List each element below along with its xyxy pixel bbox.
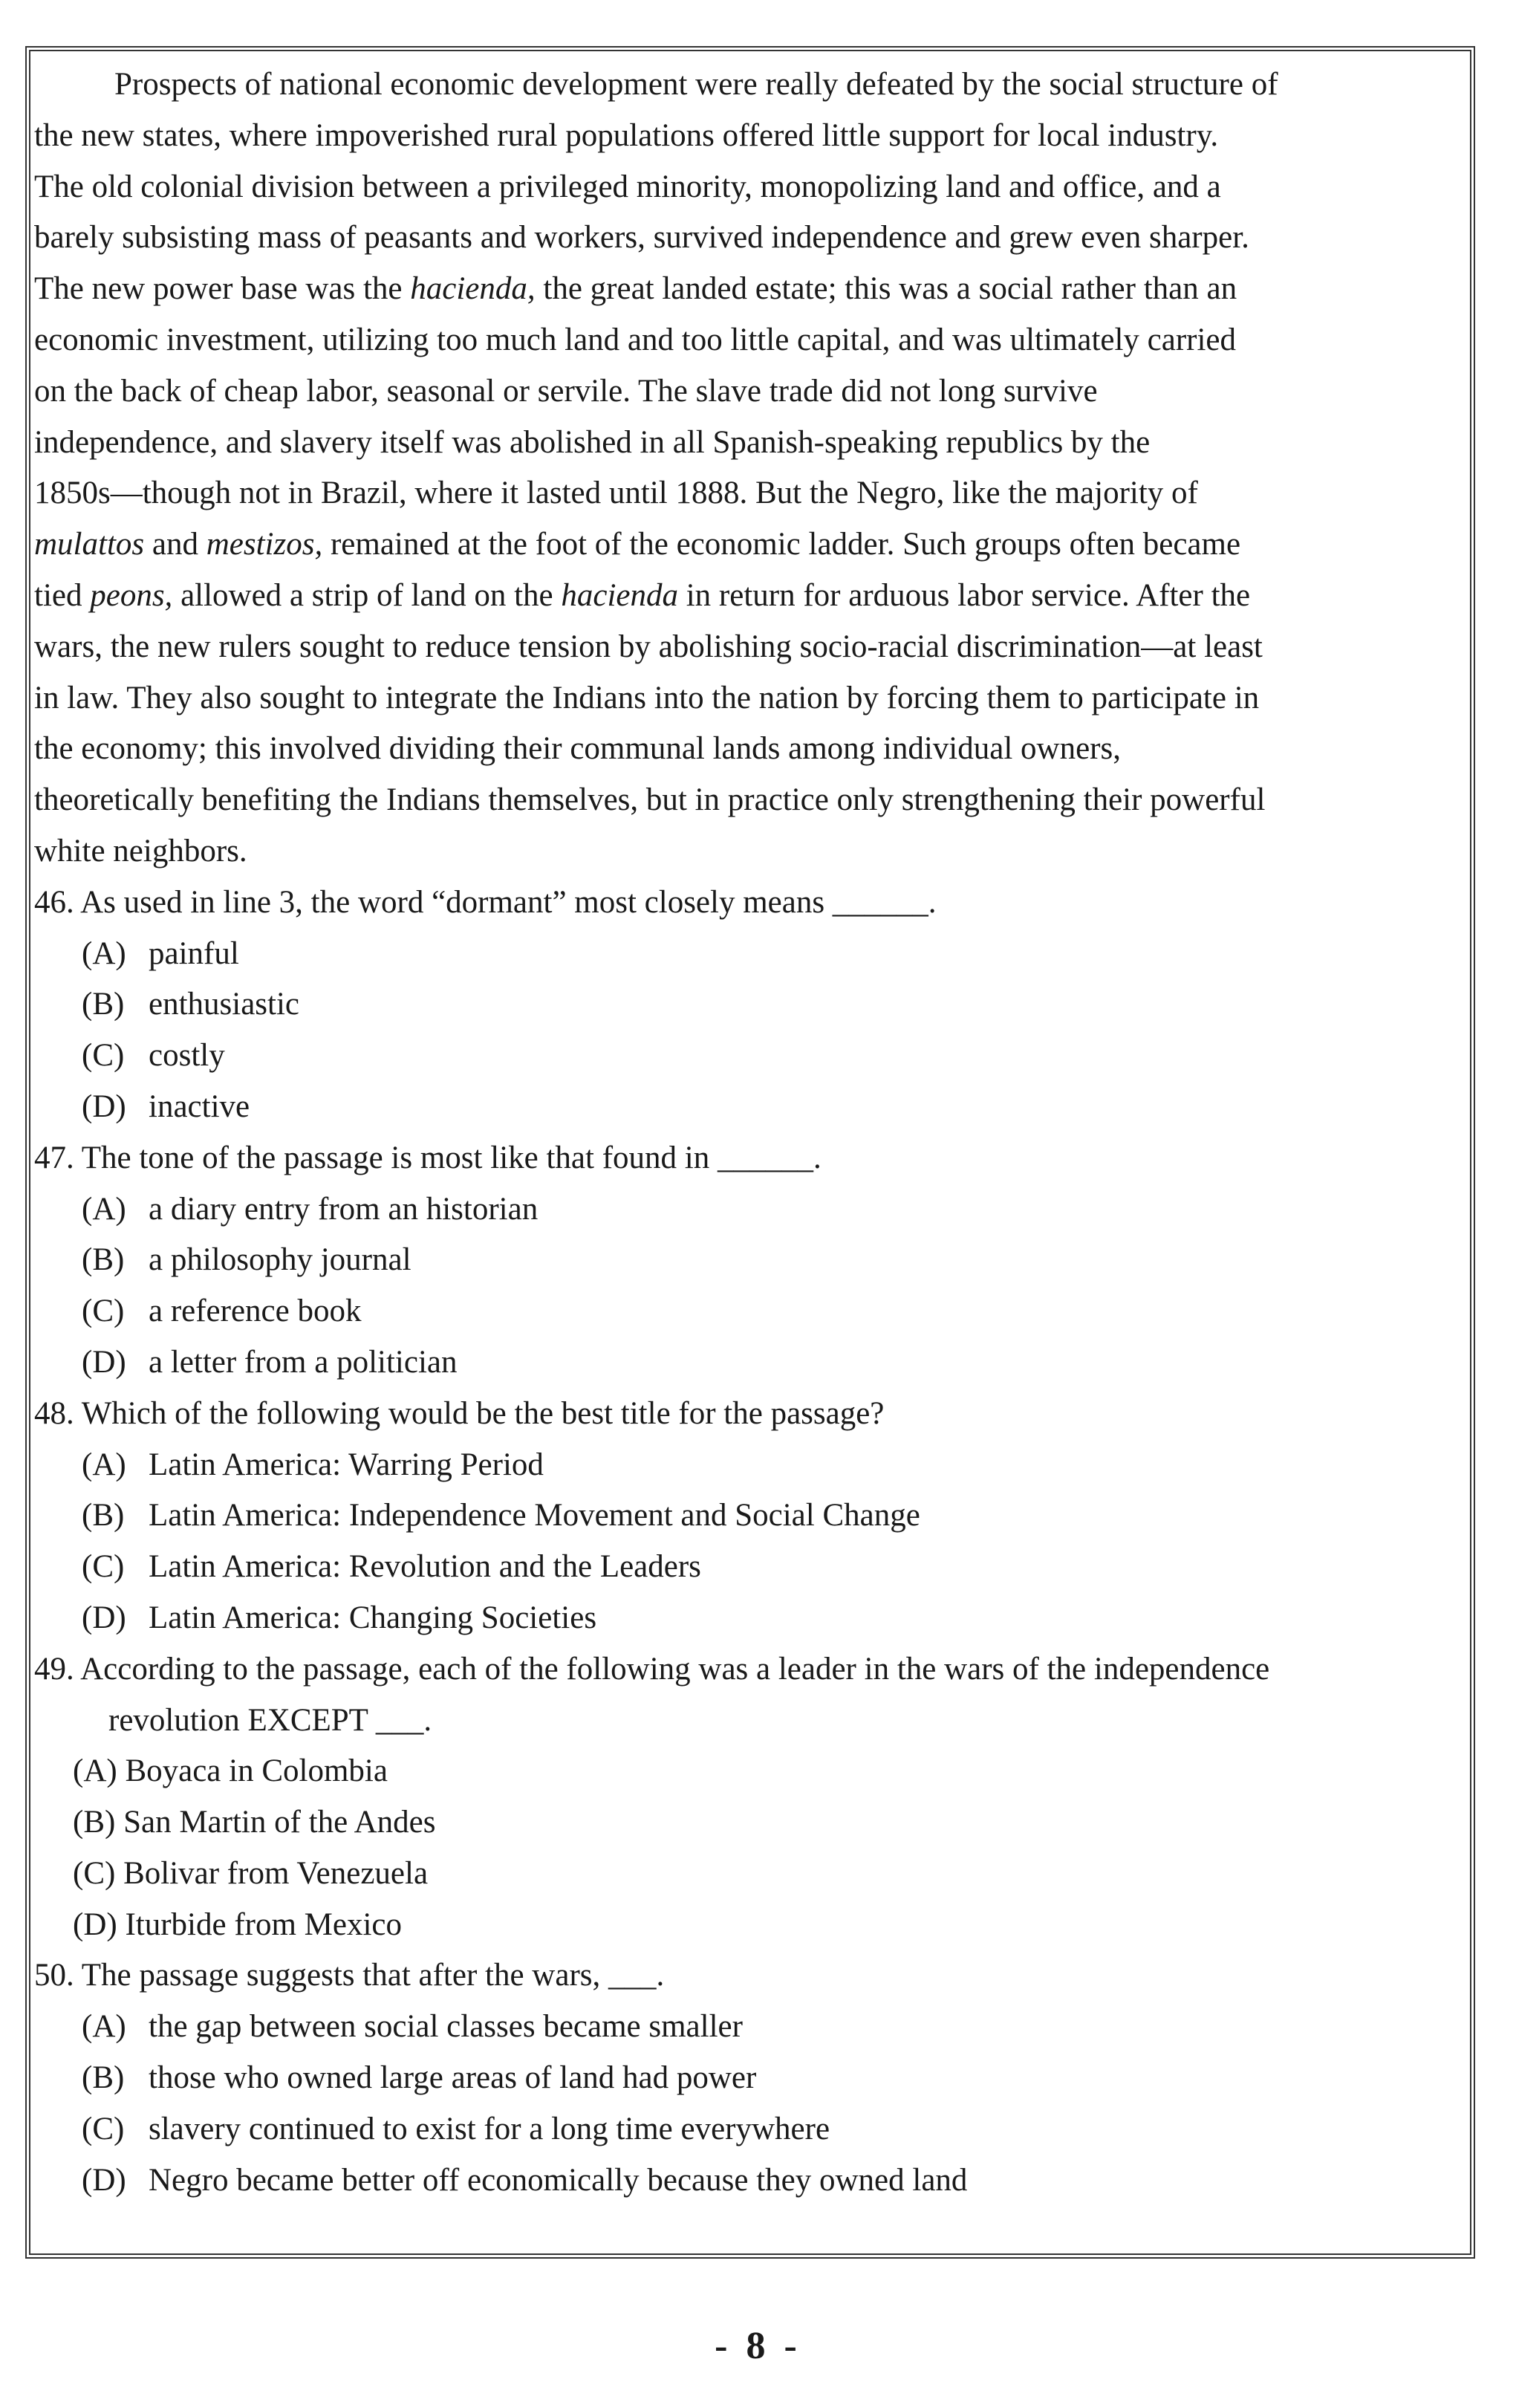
passage-line: wars, the new rulers sought to reduce tension by abolishing socio-racial discrimination—at least xyxy=(34,629,1263,664)
answer-option[interactable] xyxy=(34,1440,1460,1491)
option-letter: (D) xyxy=(82,1600,126,1635)
answer-option[interactable] xyxy=(34,2104,1460,2155)
answer-option[interactable] xyxy=(34,1082,1460,1133)
option-letter: (B) xyxy=(82,1242,125,1278)
italic-term: mulattos xyxy=(34,527,145,562)
question-stem: 50. The passage suggests that after the wars, ___. xyxy=(34,1958,665,1993)
passage-line: 1850s—though not in Brazil, where it lasted until 1888. But the Negro, like the majority of xyxy=(34,476,1198,511)
answer-option[interactable] xyxy=(34,929,1460,980)
passage-line: theoretically benefiting the Indians themselves, but in practice only strengthening their powerful xyxy=(34,782,1266,818)
option-text: those who owned large areas of land had power xyxy=(149,2060,757,2096)
answer-option[interactable] xyxy=(34,1184,1460,1236)
italic-term: mestizos, xyxy=(206,527,323,562)
passage-line: independence, and slavery itself was abolished in all Spanish-speaking republics by the xyxy=(34,424,1151,460)
answer-option[interactable] xyxy=(34,2053,1460,2104)
passage-text: the great landed estate; this was a social rather than an xyxy=(535,271,1237,307)
option-text: painful xyxy=(149,935,239,971)
option-text: Latin America: Revolution and the Leaders xyxy=(149,1549,701,1585)
passage-line: on the back of cheap labor, seasonal or servile. The slave trade did not long survive xyxy=(34,373,1098,409)
passage-text: tied xyxy=(34,577,91,613)
passage-line: the new states, where impoverished rural populations offered little support for local industry. xyxy=(34,117,1219,153)
option-letter: (B) xyxy=(82,987,125,1022)
option-letter: (B) xyxy=(82,2060,125,2096)
passage-line: in law. They also sought to integrate the Indians into the nation by forcing them to participate in xyxy=(34,680,1260,715)
option-text: San Martin of the Andes xyxy=(123,1805,436,1840)
italic-term: hacienda xyxy=(561,577,678,613)
answer-option[interactable] xyxy=(34,1593,1460,1644)
option-letter: (D) xyxy=(73,1906,117,1942)
answer-option[interactable] xyxy=(34,979,1460,1031)
option-letter: (A) xyxy=(82,1447,126,1482)
passage-text: and xyxy=(144,527,206,562)
question-stem: 49. According to the passage, each of the following was a leader in the wars of the independence xyxy=(34,1651,1270,1687)
option-letter: (A) xyxy=(82,935,126,971)
option-text: inactive xyxy=(149,1088,250,1124)
option-text: a diary entry from an historian xyxy=(149,1191,539,1227)
option-letter: (D) xyxy=(82,2162,126,2198)
option-letter: (B) xyxy=(73,1805,116,1840)
italic-term: peons, xyxy=(90,577,173,613)
option-letter: (B) xyxy=(82,1498,125,1534)
passage-line: economic investment, utilizing too much land and too little capital, and was ultimately carried xyxy=(34,322,1237,357)
passage-text: allowed a strip of land on the xyxy=(172,577,562,613)
option-text: Latin America: Independence Movement and Social Change xyxy=(149,1498,920,1534)
option-letter: (A) xyxy=(82,1191,126,1227)
italic-term: hacienda, xyxy=(410,271,536,307)
option-text: slavery continued to exist for a long time everywhere xyxy=(149,2111,830,2146)
passage-line xyxy=(34,264,1460,315)
option-text: Iturbide from Mexico xyxy=(125,1906,403,1942)
option-letter: (A) xyxy=(73,1753,117,1789)
passage-line: The old colonial division between a privileged minority, monopolizing land and office, and a xyxy=(34,169,1221,204)
passage-line: Prospects of national economic development were really defeated by the social structure of xyxy=(114,67,1278,102)
answer-option[interactable] xyxy=(34,1031,1460,1082)
answer-option[interactable] xyxy=(34,1235,1460,1286)
answer-option[interactable] xyxy=(34,2002,1460,2053)
answer-option[interactable] xyxy=(34,2155,1460,2207)
option-text: Bolivar from Venezuela xyxy=(123,1855,429,1891)
option-text: Latin America: Warring Period xyxy=(149,1447,544,1482)
answer-option[interactable] xyxy=(34,1286,1460,1337)
option-text: enthusiastic xyxy=(149,987,300,1022)
option-text: Latin America: Changing Societies xyxy=(149,1600,597,1635)
option-letter: (A) xyxy=(82,2009,126,2045)
option-letter: (D) xyxy=(82,1088,126,1124)
question-stem: 46. As used in line 3, the word “dormant” most closely means ______. xyxy=(34,884,937,920)
question-stem-continued: revolution EXCEPT ___. xyxy=(108,1702,432,1738)
passage-text: remained at the foot of the economic ladder. Such groups often became xyxy=(322,527,1241,562)
answer-option[interactable] xyxy=(34,1849,1460,1900)
answer-option[interactable] xyxy=(34,1797,1460,1849)
option-letter: (C) xyxy=(73,1855,116,1891)
option-letter: (C) xyxy=(82,1038,125,1074)
option-letter: (C) xyxy=(82,2111,125,2146)
option-letter: (D) xyxy=(82,1344,126,1380)
passage-line xyxy=(34,519,1460,571)
option-text: Boyaca in Colombia xyxy=(125,1753,388,1789)
passage-text: in return for arduous labor service. After the xyxy=(677,577,1251,613)
question-stem: 48. Which of the following would be the best title for the passage? xyxy=(34,1395,885,1431)
page-number: - 8 - xyxy=(715,2325,801,2367)
option-text: a philosophy journal xyxy=(149,1242,411,1278)
passage-line: barely subsisting mass of peasants and workers, survived independence and grew even sharper. xyxy=(34,220,1249,256)
passage-line xyxy=(34,571,1460,622)
answer-option[interactable] xyxy=(34,1900,1460,1951)
passage-text: The new power base was the xyxy=(34,271,411,307)
option-text: a letter from a politician xyxy=(149,1344,458,1380)
answer-option[interactable] xyxy=(34,1542,1460,1593)
exam-content xyxy=(34,59,1460,2206)
option-text: Negro became better off economically because they owned land xyxy=(149,2162,968,2198)
answer-option[interactable] xyxy=(34,1490,1460,1542)
question-stem: 47. The tone of the passage is most like that found in ______. xyxy=(34,1140,822,1175)
passage-line: white neighbors. xyxy=(34,833,247,869)
option-text: a reference book xyxy=(149,1294,362,1329)
option-text: costly xyxy=(149,1038,225,1074)
option-letter: (C) xyxy=(82,1549,125,1585)
option-text: the gap between social classes became smaller xyxy=(149,2009,743,2045)
answer-option[interactable] xyxy=(34,1746,1460,1797)
answer-option[interactable] xyxy=(34,1337,1460,1389)
option-letter: (C) xyxy=(82,1294,125,1329)
passage-line: the economy; this involved dividing their communal lands among individual owners, xyxy=(34,731,1121,767)
